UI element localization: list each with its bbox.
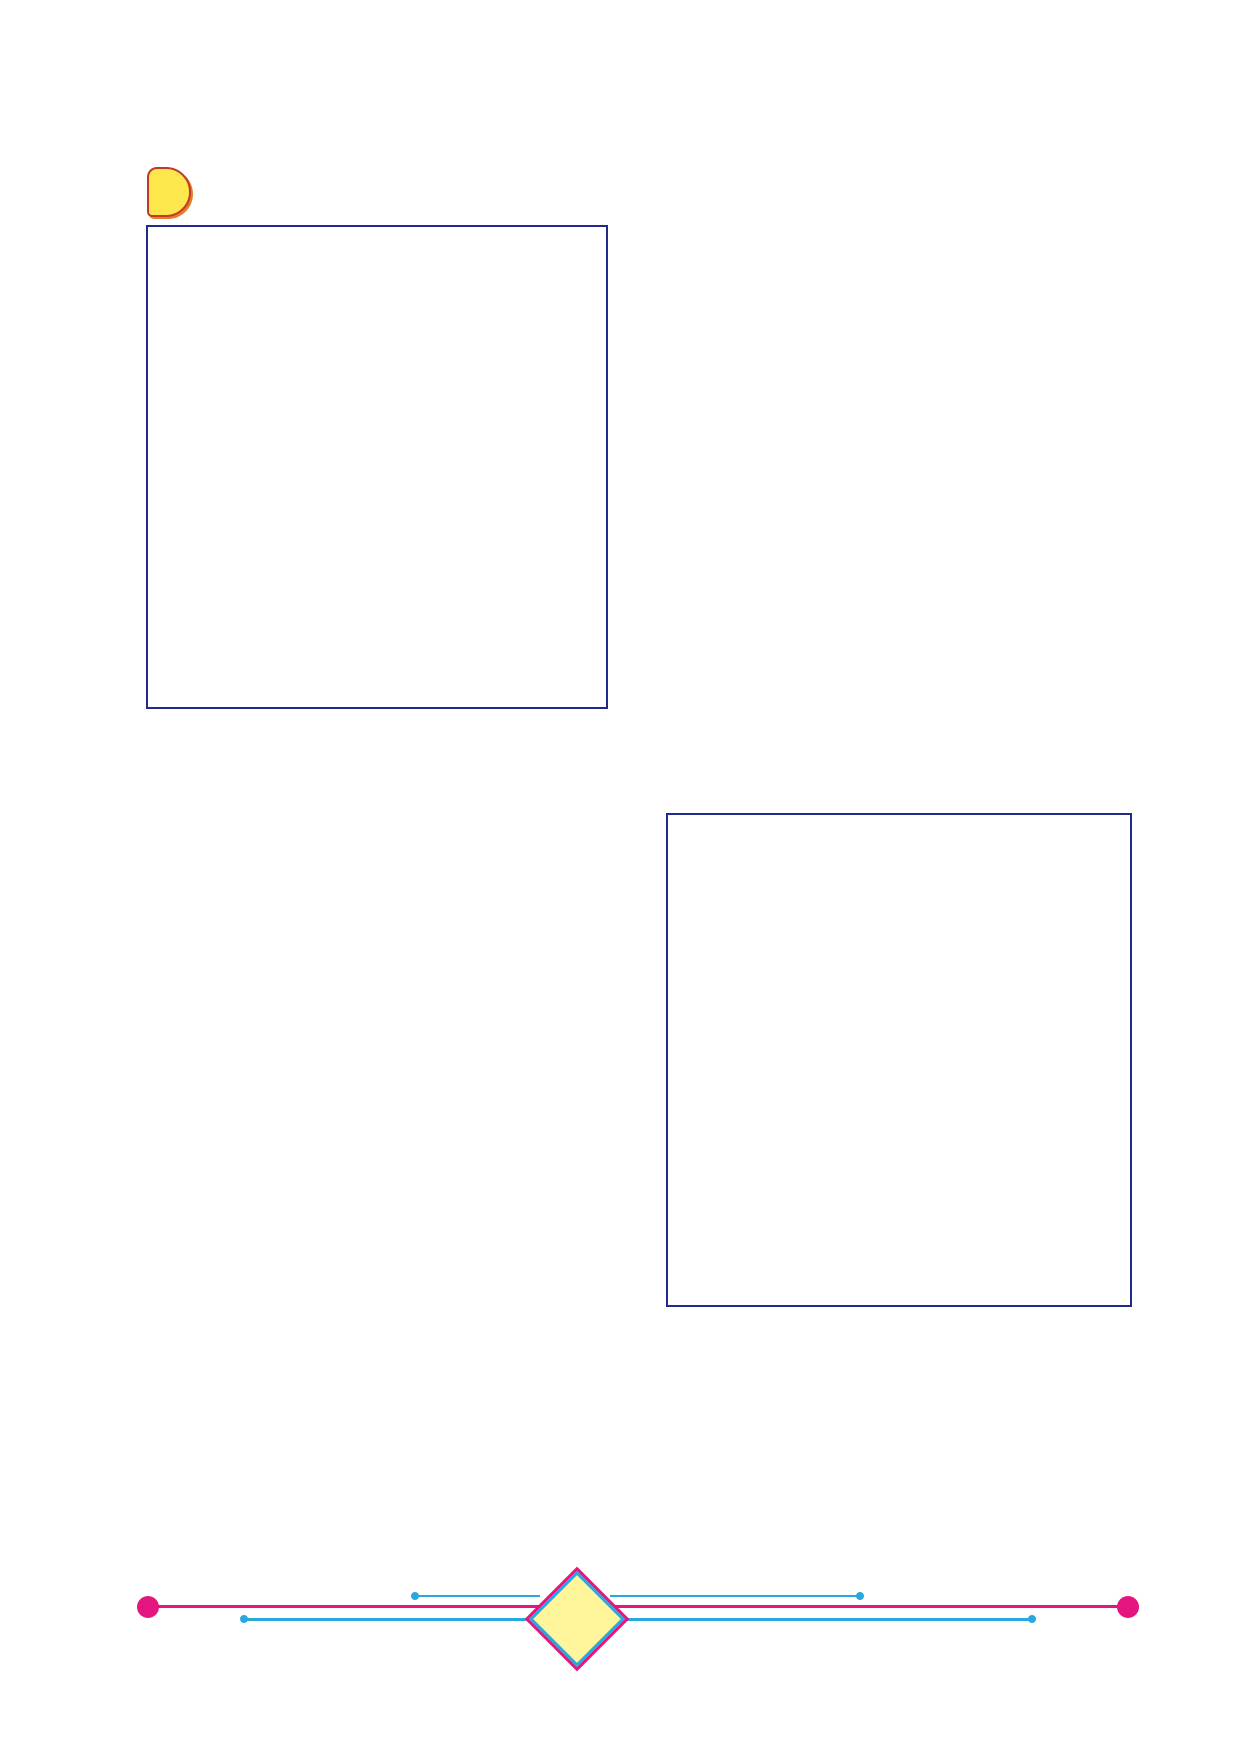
section-title <box>147 167 191 217</box>
page-number-badge <box>529 1571 625 1667</box>
calendar-february-2014 <box>666 813 1132 1307</box>
calendar-february-2012 <box>146 225 608 709</box>
